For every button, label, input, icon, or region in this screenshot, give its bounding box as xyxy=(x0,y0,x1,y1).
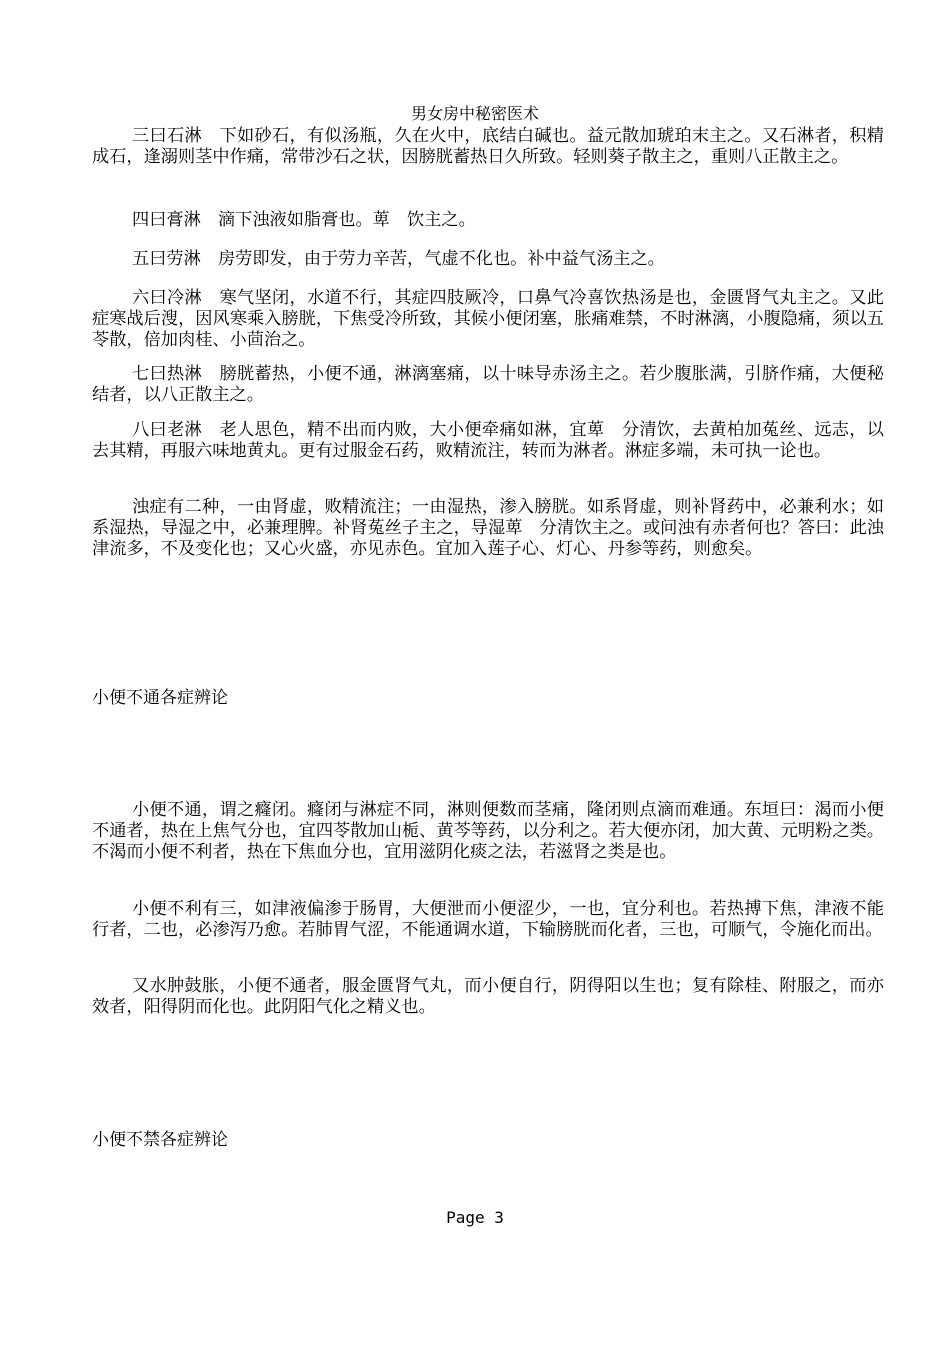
paragraph-cold-strangury: 六曰冷淋 寒气坚闭，水道不行，其症四肢厥冷，口鼻气冷喜饮热汤是也，金匮肾气丸主之。又此症寒战后溲，因风寒乘入膀胱，下焦受冷所致，其候小便闭塞，胀痛难禁，不时淋漓，小腹隐痛，须以五苓散，倍加肉桂、小茴治之。 xyxy=(92,288,884,350)
paragraph-retention-2: 小便不利有三，如津液偏渗于肠胃，大便泄而小便涩少，一也，宜分利也。若热搏下焦，津液不能行者，二也，必渗泻乃愈。若肺胃气涩，不能通调水道，下输膀胱而化者，三也，可顺气，令施化而出。 xyxy=(92,899,884,940)
paragraph-fatigue-strangury: 五曰劳淋 房劳即发，由于劳力辛苦，气虚不化也。补中益气汤主之。 xyxy=(132,249,665,269)
section-heading-urinary-retention: 小便不通各症辨论 xyxy=(92,688,228,708)
paragraph-retention-1: 小便不通，谓之癃闭。癃闭与淋症不同，淋则便数而茎痛，隆闭则点滴而难通。东垣曰：渴而小便不通者，热在上焦气分也，宜四苓散加山栀、黄芩等药，以分利之。若大便亦闭，加大黄、元明粉之类。不渴而小便不利者，热在下焦血分也，宜用滋阴化痰之法，若滋肾之类是也。 xyxy=(92,800,884,862)
paragraph-stone-strangury: 三曰石淋 下如砂石，有似汤瓶，久在火中，底结白碱也。益元散加琥珀末主之。又石淋者，积精成石，逢溺则茎中作痛，常带沙石之状，因膀胱蓄热日久所致。轻则葵子散主之，重则八正散主之。 xyxy=(92,126,884,167)
paragraph-old-age-strangury: 八曰老淋 老人思色，精不出而内败，大小便牵痛如淋，宜萆 分清饮，去黄柏加菟丝、远志，以去其精，再服六味地黄丸。更有过服金石药，败精流注，转而为淋者。淋症多端，未可执一论也。 xyxy=(92,420,884,461)
paragraph-paste-strangury: 四曰膏淋 滴下浊液如脂膏也。萆 饮主之。 xyxy=(132,210,476,230)
paragraph-retention-3: 又水肿鼓胀，小便不通者，服金匮肾气丸，而小便自行，阴得阳以生也；复有除桂、附服之，而亦效者，阳得阴而化也。此阴阳气化之精义也。 xyxy=(92,976,884,1017)
paragraph-turbidity: 浊症有二种，一由肾虚，败精流注；一由湿热，渗入膀胱。如系肾虚，则补肾药中，必兼利水；如系湿热，导湿之中，必兼理脾。补肾菟丝子主之，导湿萆 分清饮主之。或问浊有赤者何也？答曰：此浊津流多，不及变化也；又心火盛，亦见赤色。宜加入莲子心、灯心、丹参等药，则愈矣。 xyxy=(92,497,884,559)
section-heading-urinary-incontinence: 小便不禁各症辨论 xyxy=(92,1130,228,1150)
paragraph-heat-strangury: 七曰热淋 膀胱蓄热，小便不通，淋漓塞痛，以十味导赤汤主之。若少腹胀满，引脐作痛，大便秘结者，以八正散主之。 xyxy=(92,364,884,405)
page-number: Page 3 xyxy=(446,1208,504,1227)
page-header-title: 男女房中秘密医术 xyxy=(410,104,539,123)
